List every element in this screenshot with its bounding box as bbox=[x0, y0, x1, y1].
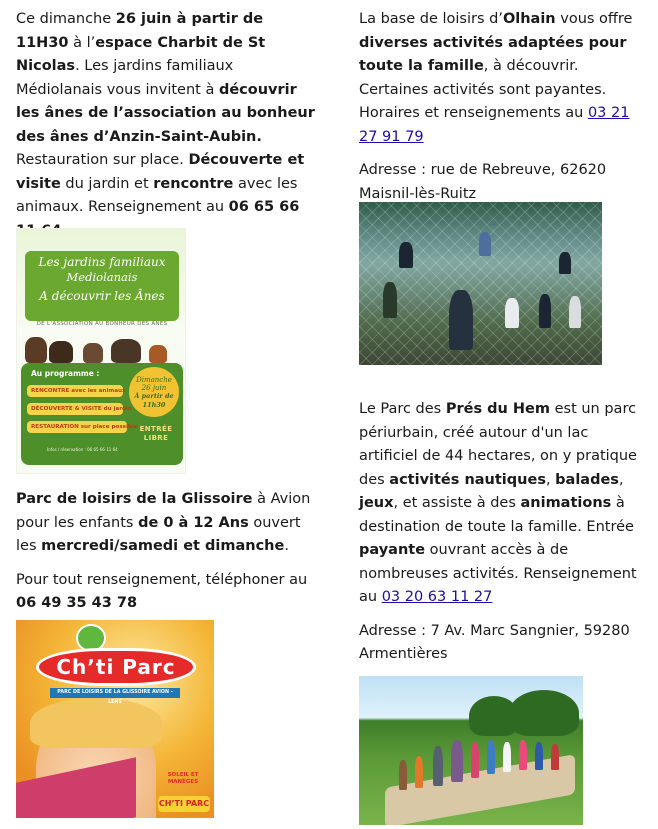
event-jardins-text: Ce dimanche 26 juin à partir de 11H30 à l’espace Charbit de St Nicolas. Les jardins familiaux Médiolanais vous invitent à découvrir les ânes de l’association au bonheur des ânes d’Anzin-Saint-Aubin. Restauration sur place. Découverte et visite du jardin et rencontre avec les animaux. Renseignement au 06 65 66 bbox=[16, 8, 316, 243]
event-glissoire-text: Parc de loisirs de la Glissoire à Avion pour les enfants de 0 à 12 Ans ouvert les mercredi/samedi et dimanche. bbox=[16, 491, 311, 554]
chti-parc-tagline: SOLEIL ET MANÈGES bbox=[167, 772, 199, 785]
poster-program-box: Au programme : RENCONTRE avec les animaux DÉCOUVERTE & VISITE du jardin RESTAURATION sur place possible Dimanche 26 juin À partir de 11h30 ENTRÉE LIBRE Infos / réservation : 06 65 66 11 64 bbox=[21, 363, 183, 465]
poster-subtitle: DE L’ASSOCIATION AU BONHEUR DES ÂNES bbox=[36, 321, 168, 327]
event-olhain-text: La base de loisirs d’Olhain vous offre diverses activités adaptées pour toute la famille, à découvrir. Certaines activités sont payantes. Horaires et renseignements au 03 21 27 91 79 bbox=[359, 11, 633, 145]
right-column bbox=[359, 0, 651, 206]
child-hair bbox=[30, 698, 162, 748]
pres-du-hem-photo bbox=[359, 676, 583, 825]
wooden-path bbox=[385, 754, 575, 825]
glissoire-contact-text: Pour tout renseignement, téléphoner au 06 49 35 43 78 bbox=[16, 571, 308, 611]
poster-date-badge: Dimanche 26 juin À partir de 11h30 bbox=[129, 367, 179, 417]
olhain-phone-link[interactable]: 03 21 27 91 79 bbox=[359, 105, 630, 145]
chti-parc-image bbox=[16, 620, 214, 818]
jardins-poster-image bbox=[16, 228, 186, 474]
olhain-nets-photo bbox=[359, 202, 602, 365]
pres-du-hem-address: Adresse : 7 Av. Marc Sangnier, 59280 Armentières bbox=[359, 622, 630, 662]
pres-du-hem-phone-link[interactable]: 03 20 63 11 27 bbox=[381, 589, 493, 605]
phone-number: 06 65 66 bbox=[228, 199, 300, 215]
glissoire-section bbox=[16, 488, 316, 616]
donkeys-illustration bbox=[23, 333, 181, 363]
left-column bbox=[16, 0, 316, 243]
poster-title-banner: Les jardins familiaux Mediolanais A découvrir les Ânes bbox=[25, 251, 179, 321]
poster-footer: Infos / réservation : 06 65 66 11 64 bbox=[47, 447, 118, 452]
chti-parc-badge: CH’TI PARC bbox=[158, 796, 210, 812]
chti-parc-subtitle: PARC DE LOISIRS DE LA GLISSOIRE AVION - LENS bbox=[50, 688, 180, 698]
phone-number: 06 49 35 43 78 bbox=[16, 595, 138, 611]
net-structure bbox=[359, 202, 602, 365]
pres-du-hem-section bbox=[359, 398, 651, 667]
poster-entree-libre: ENTRÉE LIBRE bbox=[139, 425, 173, 442]
event-pres-du-hem-text: Le Parc des Prés du Hem est un parc périurbain, créé autour d'un lac artificiel de 44 hectares, on y pratique des activités nautiques, balades, jeux, et assiste à des animations à destination de toute la famille. Entrée payante ouvrant accès à de nombreuses activités. Renseignement au 03 20 63 11 27 bbox=[359, 401, 637, 605]
olhain-address: Adresse : rue de Rebreuve, 62620 Maisnil-lès-Ruitz bbox=[359, 162, 607, 202]
chti-parc-logo: Ch’ti Parc bbox=[36, 648, 196, 686]
